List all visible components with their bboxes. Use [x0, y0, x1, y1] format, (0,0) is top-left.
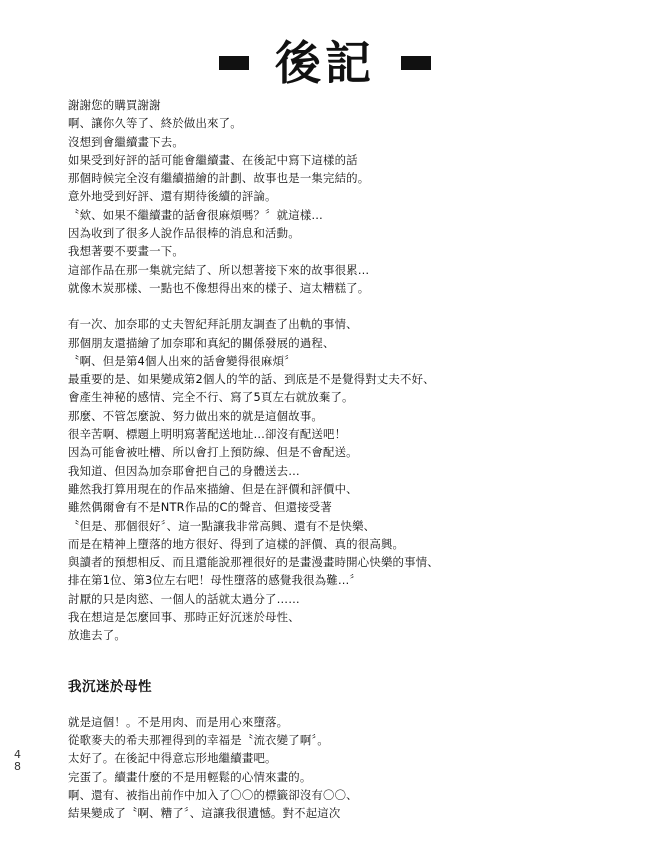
text-line: 意外地受到好評、還有期待後續的評論。: [68, 189, 277, 204]
text-line: 很辛苦啊、標題上明明寫著配送地址…卻沒有配送吧！: [68, 427, 347, 442]
text-line: 沒想到會繼續畫下去。: [68, 134, 184, 149]
text-line: 那個朋友還描繪了加奈耶和真紀的關係發展的過程、: [68, 335, 335, 350]
text-line: 結果變成了〝啊、糟了〞、這讓我很遺憾。對不起這次: [68, 806, 341, 821]
text-line: 會產生神秘的感情、完全不行、寫了5頁左右就放棄了。: [68, 390, 354, 405]
text-line: 有一次、加奈耶的丈夫智紀拜託朋友調查了出軌的事情、: [68, 317, 358, 332]
document-body: [68, 96, 588, 822]
text-line: 因為收到了很多人說作品很棒的消息和活動。: [68, 226, 300, 241]
text-line: 〝但是、那個很好〞、這一點讓我非常高興、還有不是快樂、: [68, 518, 376, 533]
page-number: 48: [11, 748, 24, 772]
text-line: 謝謝您的購買謝謝: [68, 98, 161, 112]
text-line: 最重要的是、如果變成第2個人的竿的話、到底是不是覺得對丈夫不好、: [68, 372, 435, 387]
text-line: 與讀者的預想相反、而且還能說那裡很好的是畫漫畫時開心快樂的事情、: [68, 555, 439, 570]
text-line: 放進去了。: [68, 628, 126, 643]
text-line: 啊、讓你久等了、終於做出來了。: [68, 116, 242, 131]
text-line: 我想著要不要畫一下。: [68, 244, 184, 259]
text-line: 啊、還有、被指出前作中加入了〇〇的標籤卻沒有〇〇、: [68, 787, 358, 802]
text-line: 雖然我打算用現在的作品來描繪、但是在評價和評價中、: [68, 481, 358, 496]
text-line: 〝啊、但是第4個人出來的話會變得很麻煩〞: [68, 353, 296, 368]
text-line: 排在第1位、第3位左右吧！母性墮落的感覺我很為難…〞: [68, 573, 362, 588]
text-line: 完蛋了。續畫什麼的不是用輕鬆的心情來畫的。: [68, 769, 312, 784]
subsection-heading: 我沉迷於母性: [68, 678, 152, 695]
text-line: 那個時候完全沒有繼續描繪的計劃、故事也是一集完結的。: [68, 171, 370, 186]
text-line: 這部作品在那一集就完結了、所以想著接下來的故事很累…: [68, 262, 370, 277]
text-line: 我在想這是怎麼回事、那時正好沉迷於母性、: [68, 610, 300, 625]
text-line: 如果受到好評的話可能會繼續畫、在後記中寫下這樣的話: [68, 152, 358, 167]
text-line: 那麼、不管怎麼說、努力做出來的就是這個故事。: [68, 408, 323, 423]
subsection-body-block: [68, 713, 588, 823]
text-line: 〝欸、如果不繼續畫的話會很麻煩嗎？〞就這樣…: [68, 207, 323, 222]
paragraph-spacer: [68, 297, 588, 315]
text-line: 就像木炭那樣、一點也不像想得出來的樣子、這太糟糕了。: [68, 280, 370, 295]
text-line: 就是這個！。不是用肉、而是用心來墮落。: [68, 714, 289, 729]
page-title: 後記: [275, 36, 375, 90]
afterword-intro-block: [68, 96, 588, 297]
text-line: 而是在精神上墮落的地方很好、得到了這樣的評價、真的很高興。: [68, 536, 405, 551]
title-dash-right-icon: [401, 56, 431, 70]
text-line: 討厭的只是肉慾、一個人的話就太過分了……: [68, 591, 300, 606]
text-line: 因為可能會被吐槽、所以會打上預防線、但是不會配送。: [68, 445, 358, 460]
text-line: 太好了。在後記中得意忘形地繼續畫吧。: [68, 751, 277, 766]
text-line: 雖然偶爾會有不是NTR作品的C的聲音、但還接受著: [68, 500, 332, 515]
text-line: 我知道、但因為加奈耶會把自己的身體送去…: [68, 463, 300, 478]
afterword-main-block: [68, 315, 588, 644]
subsection-heading-wrap: [68, 675, 588, 695]
text-line: 從歌麥夫的希夫那裡得到的幸福是〝流衣變了啊〞。: [68, 732, 329, 747]
page-title-row: [0, 28, 650, 98]
title-dash-left-icon: [219, 56, 249, 70]
